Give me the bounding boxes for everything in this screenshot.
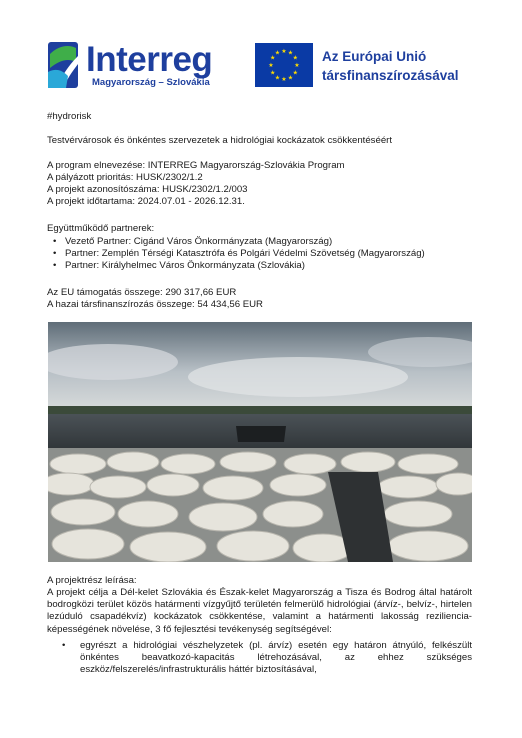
eu-line-2: társfinanszírozásával	[322, 68, 459, 83]
eu-cofinancing-label	[322, 47, 459, 85]
eu-line-1: Az Európai Unió	[322, 49, 427, 64]
partner-item: • Partner: Zemplén Térségi Katasztrófa és Polgári Védelmi Szövetség (Magyarország)	[47, 248, 425, 260]
svg-text:★: ★	[281, 48, 287, 55]
partners-heading: Együttműködő partnerek:	[47, 223, 155, 234]
interreg-river-icon	[48, 42, 78, 88]
eu-support-amount: Az EU támogatás összege: 290 317,66 EUR	[47, 287, 237, 298]
svg-text:★: ★	[281, 76, 287, 83]
summary-bullet-text: egyrészt a hidrológiai vészhelyzetek (pl. árvíz) esetén egy határon átnyúló, felkészült önkéntes beavatkozó-kapacitás létrehozásával, az ehhez szükséges eszköz/felszerelés/infrastrukturális háttér biztosításával,	[80, 640, 472, 676]
svg-text:★: ★	[274, 49, 281, 57]
document-title: Testvérvárosok és önkéntes szervezetek a hidrológiai kockázatok csökkentéséért	[47, 135, 393, 146]
svg-text:★: ★	[270, 54, 276, 62]
flood-sandbags-photo	[48, 322, 472, 562]
interreg-wordmark: Interreg	[86, 40, 213, 79]
svg-text:★: ★	[274, 74, 281, 82]
svg-text:★: ★	[292, 69, 298, 77]
bullet-dot-icon: •	[62, 640, 66, 651]
info-line: A projekt időtartama: 2024.07.01 - 2026.12.31.	[47, 196, 245, 207]
svg-text:★: ★	[294, 62, 300, 69]
svg-text:★: ★	[268, 62, 274, 69]
partner-item: • Vezető Partner: Cigánd Város Önkormányzata (Magyarország)	[47, 236, 425, 248]
national-cofinancing-amount: A hazai társfinanszírozás összege: 54 434,56 EUR	[47, 299, 263, 310]
info-line: A program elnevezése: INTERREG Magyarország-Szlovákia Program	[47, 160, 345, 171]
eu-flag-icon	[255, 43, 313, 87]
interreg-subtitle: Magyarország – Szlovákia	[92, 77, 210, 88]
svg-text:★: ★	[287, 74, 294, 82]
partners-list	[47, 236, 425, 272]
svg-text:★: ★	[270, 69, 276, 77]
interreg-logo	[48, 42, 234, 92]
summary-paragraph: A projekt célja a Dél-kelet Szlovákia és Észak-kelet Magyarország a Tisza és Bodrog által határolt bodrogközi terület közös határmenti vízgyűjtő területén felmerülő hidrológiai (árvíz-, belvíz-, hirtelen lezúduló csapadékvíz) kockázatok csökkentése, valamint a határmenti lakosság reziliencia-képességének növelése, 3 fő fejlesztési tevékenység segítségével:	[47, 587, 472, 635]
svg-text:★: ★	[287, 49, 294, 57]
partner-item: • Partner: Királyhelmec Város Önkormányzata (Szlovákia)	[47, 260, 425, 272]
info-line: A projekt azonosítószáma: HUSK/2302/1.2/003	[47, 184, 248, 195]
svg-text:★: ★	[292, 54, 298, 62]
info-line: A pályázott prioritás: HUSK/2302/1.2	[47, 172, 203, 183]
hashtag: #hydrorisk	[47, 111, 92, 122]
summary-heading: A projektrész leírása:	[47, 575, 137, 586]
